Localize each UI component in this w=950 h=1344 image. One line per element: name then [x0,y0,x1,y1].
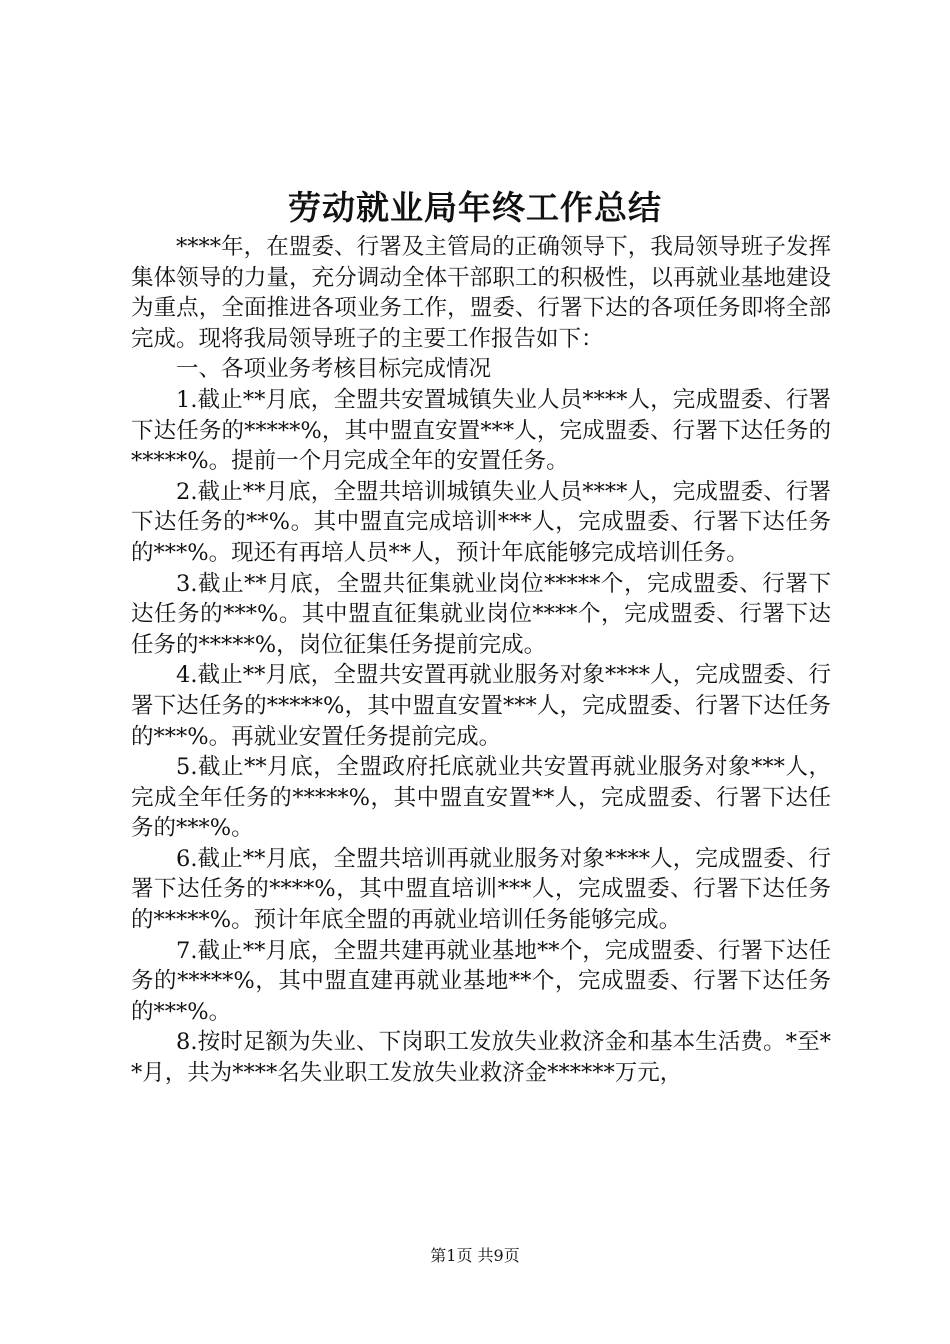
page-footer: 第1页 共9页 [430,1246,520,1265]
document-body [131,232,831,1089]
item-paragraph-6: 6.截止**月底，全盟共培训再就业服务对象****人，完成盟委、行署下达任务的****%，其中盟直培训***人，完成盟委、行署下达任务的*****%。预计年底全盟的再就业培训任务能够完成。 [131,845,831,934]
document-title: 劳动就业局年终工作总结 [288,188,662,227]
section-heading: 一、各项业务考核目标完成情况 [176,356,492,383]
item-paragraph-3: 3.截止**月底，全盟共征集就业岗位*****个，完成盟委、行署下达任务的***%。其中盟直征集就业岗位****个，完成盟委、行署下达任务的*****%，岗位征集任务提前完成。 [131,570,831,658]
item-paragraph-2: 2.截止**月底，全盟共培训城镇失业人员****人，完成盟委、行署下达任务的**%。其中盟直完成培训***人，完成盟委、行署下达任务的***%。现还有再培人员**人，预计年底能够完成培训任务。 [131,478,831,566]
item-paragraph-1: 1.截止**月底，全盟共安置城镇失业人员****人，完成盟委、行署下达任务的*****%，其中盟直安置***人，完成盟委、行署下达任务的*****%。提前一个月完成全年的安置任务。 [131,386,831,475]
intro-paragraph: ****年，在盟委、行署及主管局的正确领导下，我局领导班子发挥集体领导的力量，充分调动全体干部职工的积极性，以再就业基地建设为重点，全面推进各项业务工作，盟委、行署下达的各项任务即将全部完成。现将我局领导班子的主要工作报告如下： [131,234,831,352]
item-paragraph-7: 7.截止**月底，全盟共建再就业基地**个，完成盟委、行署下达任务的*****%，其中盟直建再就业基地**个，完成盟委、行署下达任务的***%。 [131,937,831,1025]
item-paragraph-8: 8.按时足额为失业、下岗职工发放失业救济金和基本生活费。*至**月，共为****名失业职工发放失业救济金******万元， [131,1029,831,1087]
item-paragraph-4: 4.截止**月底，全盟共安置再就业服务对象****人，完成盟委、行署下达任务的*****%，其中盟直安置***人，完成盟委、行署下达任务的***%。再就业安置任务提前完成。 [131,662,831,750]
item-paragraph-5: 5.截止**月底，全盟政府托底就业共安置再就业服务对象***人，完成全年任务的*****%，其中盟直安置**人，完成盟委、行署下达任务的***%。 [131,754,831,842]
